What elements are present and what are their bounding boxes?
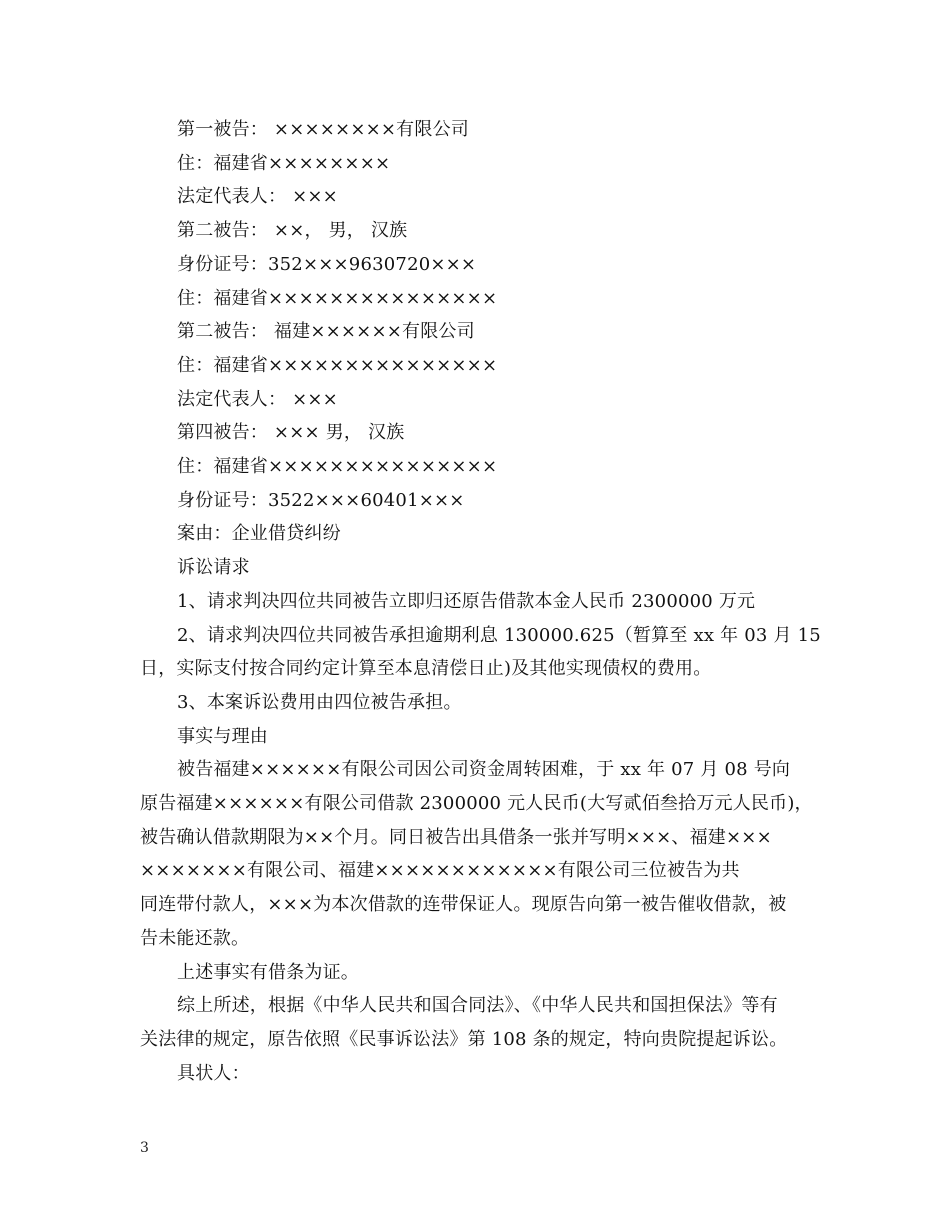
defendant-1-address: 住：福建省×××××××× — [177, 152, 391, 174]
defendant-1-legal-rep: 法定代表人： ××× — [177, 186, 338, 208]
defendant-4-line: 第四被告： ××× 男， 汉族 — [177, 422, 405, 444]
facts-line-1: 被告福建××××××有限公司因公司资金周转困难，于 xx 年 07 月 08 号向 — [177, 759, 791, 781]
defendant-4-id-number: 身份证号：3522×××60401××× — [177, 489, 465, 511]
defendant-4-address: 住：福建省××××××××××××××× — [177, 456, 498, 478]
defendant-3-legal-rep: 法定代表人： ××× — [177, 388, 338, 410]
claim-2-line-1: 2、请求判决四位共同被告承担逾期利息 130000.625（暂算至 xx 年 03 月 15 — [177, 624, 821, 646]
facts-line-2: 原告福建××××××有限公司借款 2300000 元人民币(大写贰佰叁拾万元人民币)， — [140, 793, 813, 815]
defendant-1-line: 第一被告： ××××××××有限公司 — [177, 119, 469, 140]
claim-1: 1、请求判决四位共同被告立即归还原告借款本金人民币 2300000 万元 — [177, 590, 756, 612]
claims-heading: 诉讼请求 — [177, 557, 250, 579]
defendant-2-id-number: 身份证号：352×××9630720××× — [177, 253, 477, 275]
page-number: 3 — [140, 1140, 149, 1156]
document-body — [140, 113, 821, 1090]
claim-3: 3、本案诉讼费用由四位被告承担。 — [177, 691, 462, 713]
signature-line: 具状人： — [177, 1062, 250, 1084]
facts-paragraph — [140, 753, 815, 955]
defendant-2-line: 第二被告： ××， 男， 汉族 — [177, 220, 408, 242]
facts-line-6: 告未能还款。 — [140, 927, 250, 949]
claim-2-line-2: 日，实际支付按合同约定计算至本息清偿日止)及其他实现债权的费用。 — [140, 658, 712, 680]
facts-line-5: 同连带付款人，×××为本次借款的连带保证人。现原告向第一被告催收借款，被 — [140, 894, 787, 916]
facts-line-3: 被告确认借款期限为××个月。同日被告出具借条一张并写明×××、福建××× — [140, 826, 772, 848]
facts-heading: 事实与理由 — [177, 725, 268, 747]
defendant-2-address: 住：福建省××××××××××××××× — [177, 287, 498, 309]
defendant-3-address: 住：福建省××××××××××××××× — [177, 354, 498, 376]
claim-2 — [140, 619, 821, 686]
defendant-3-line: 第二被告： 福建××××××有限公司 — [177, 321, 475, 343]
conclusion-paragraph — [140, 989, 815, 1056]
conclusion-line-2: 关法律的规定，原告依照《民事诉讼法》第 108 条的规定，特向贵院提起诉讼。 — [140, 1028, 788, 1050]
case-cause: 案由：企业借贷纠纷 — [177, 523, 341, 545]
facts-line-4: ×××××××有限公司、福建××××××××××××有限公司三位被告为共 — [140, 860, 740, 882]
conclusion-line-1: 综上所述，根据《中华人民共和国合同法》、《中华人民共和国担保法》等有 — [177, 995, 778, 1017]
evidence-line: 上述事实有借条为证。 — [177, 961, 359, 983]
